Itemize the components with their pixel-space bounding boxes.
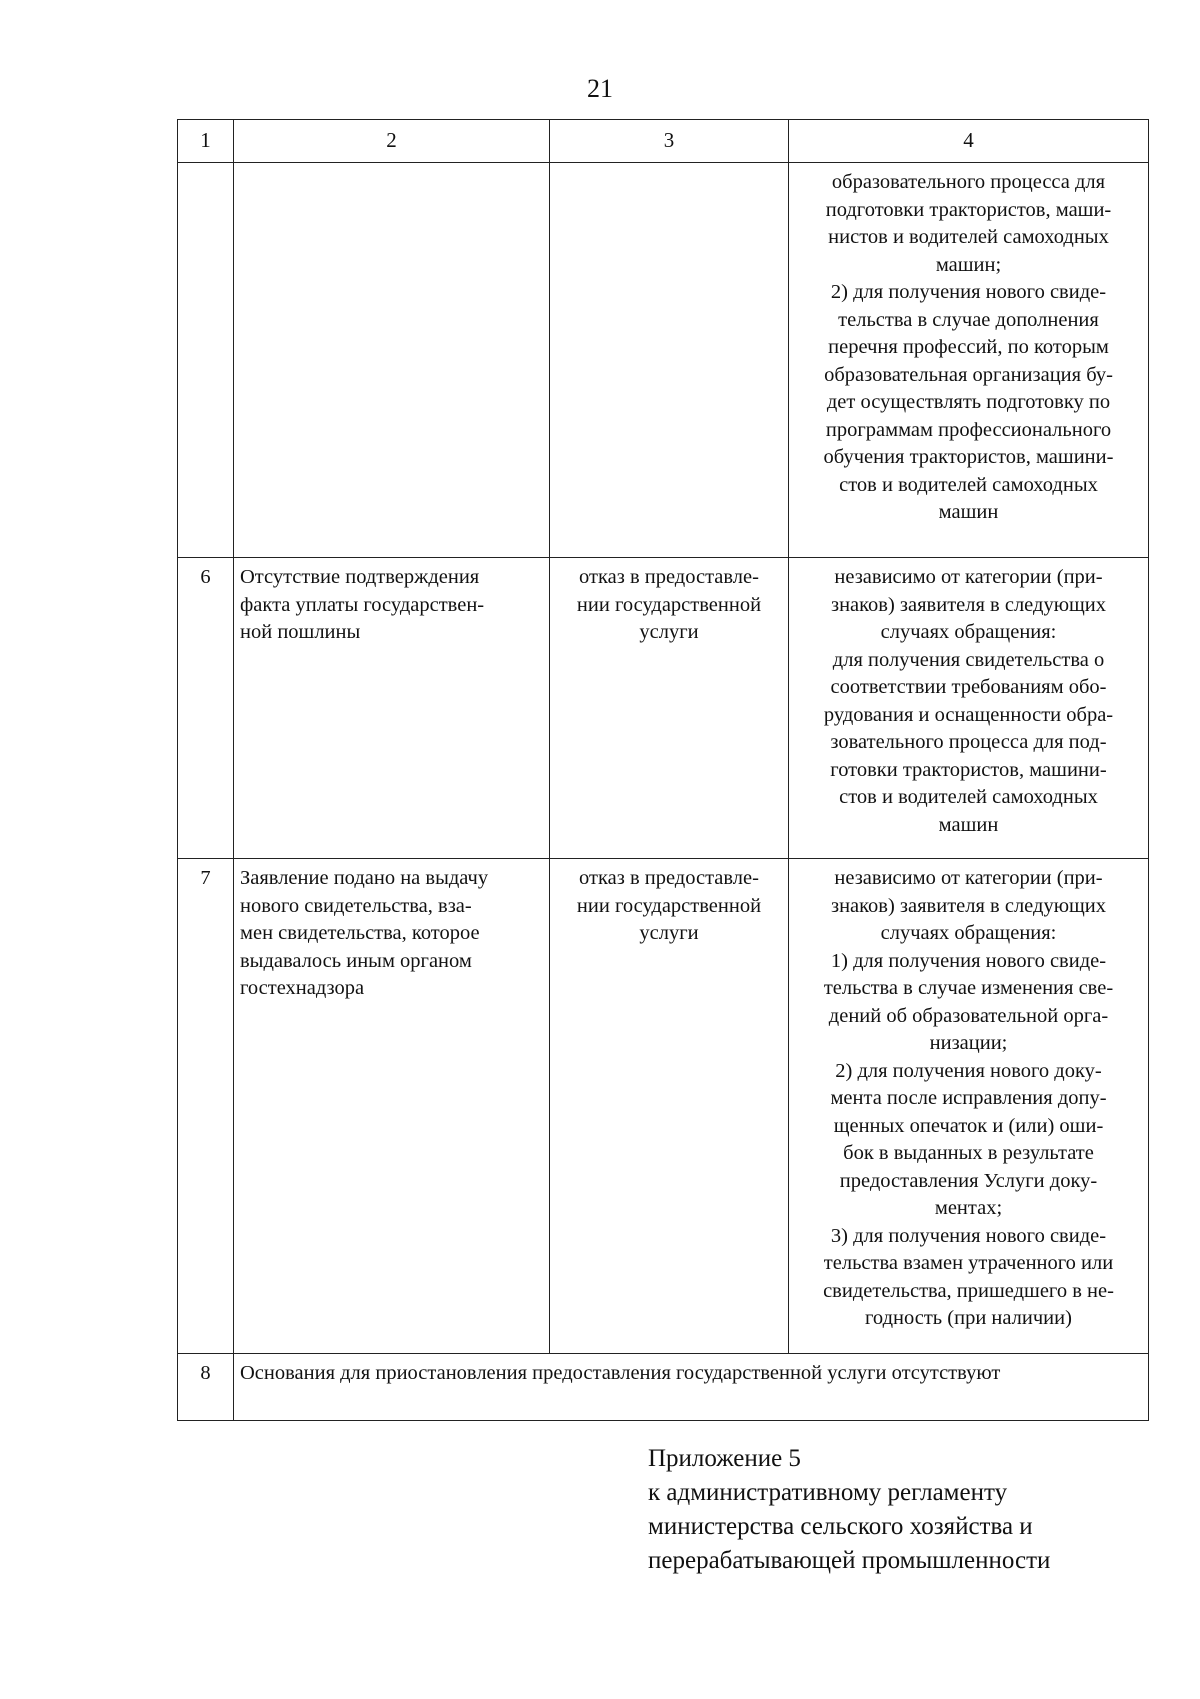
column-number-3: 3 [550,120,789,163]
page-number: 21 [587,74,613,103]
decision-cell: отказ в предоставле- нии государственной услуги [550,859,789,1354]
table-row-final [178,1354,1149,1421]
table-row [178,558,1149,859]
no-suspension-grounds-cell: Основания для приостановления предоставления государственной услуги отсутствуют [234,1354,1149,1421]
column-number-4: 4 [789,120,1149,163]
reason-cell [234,163,550,558]
appendix-line: к административному регламенту [648,1479,1008,1506]
row-number-cell: 7 [178,859,234,1354]
decision-cell: отказ в предоставле- нии государственной услуги [550,558,789,859]
appendix-title: Приложение 5 [648,1445,801,1472]
appendix-line: перерабатывающей промышленности [648,1547,1051,1574]
table-row [178,859,1149,1354]
decision-cell [550,163,789,558]
column-number-1: 1 [178,120,234,163]
table-row-continuation [178,163,1149,558]
appendix-line: министерства сельского хозяйства и [648,1513,1033,1540]
note-cell: образовательного процесса для подготовки трактористов, маши- нистов и водителей самоходных машин; 2) для получения нового свиде- тельства в случае дополнения перечня профессий, по которым образовательная организация бу- дет осуществлять подготовку по программам профессионального обучения трактористов, машини- стов и водителей самоходных машин [789,163,1149,558]
note-cell: независимо от категории (при- знаков) заявителя в следующих случаях обращения: 1) для получения нового свиде- тельства в случае изменения све- дений об образовательной орга- низации; 2) для получения нового доку- мента после исправления допу- щенных опечаток и (или) оши- бок в выданных в результате предоставления Услуги доку- ментах; 3) для получения нового свиде- тельства взамен утраченного или свидетельства, пришедшего в не- годность (при наличии) [789,859,1149,1354]
row-number-cell [178,163,234,558]
row-number-cell: 8 [178,1354,234,1421]
grounds-table [177,119,1149,1421]
table-header-row [178,120,1149,163]
note-cell: независимо от категории (при- знаков) заявителя в следующих случаях обращения: для получения свидетельства о соответствии требованиям обо- рудования и оснащенности обра- зовательного процесса для под- готовки трактористов, машини- стов и водителей самоходных машин [789,558,1149,859]
column-number-2: 2 [234,120,550,163]
row-number-cell: 6 [178,558,234,859]
appendix-caption [648,1442,1188,1578]
reason-cell: Заявление подано на выдачу нового свидетельства, вза- мен свидетельства, которое выдавалось иным органом гостехнадзора [234,859,550,1354]
reason-cell: Отсутствие подтверждения факта уплаты государствен- ной пошлины [234,558,550,859]
